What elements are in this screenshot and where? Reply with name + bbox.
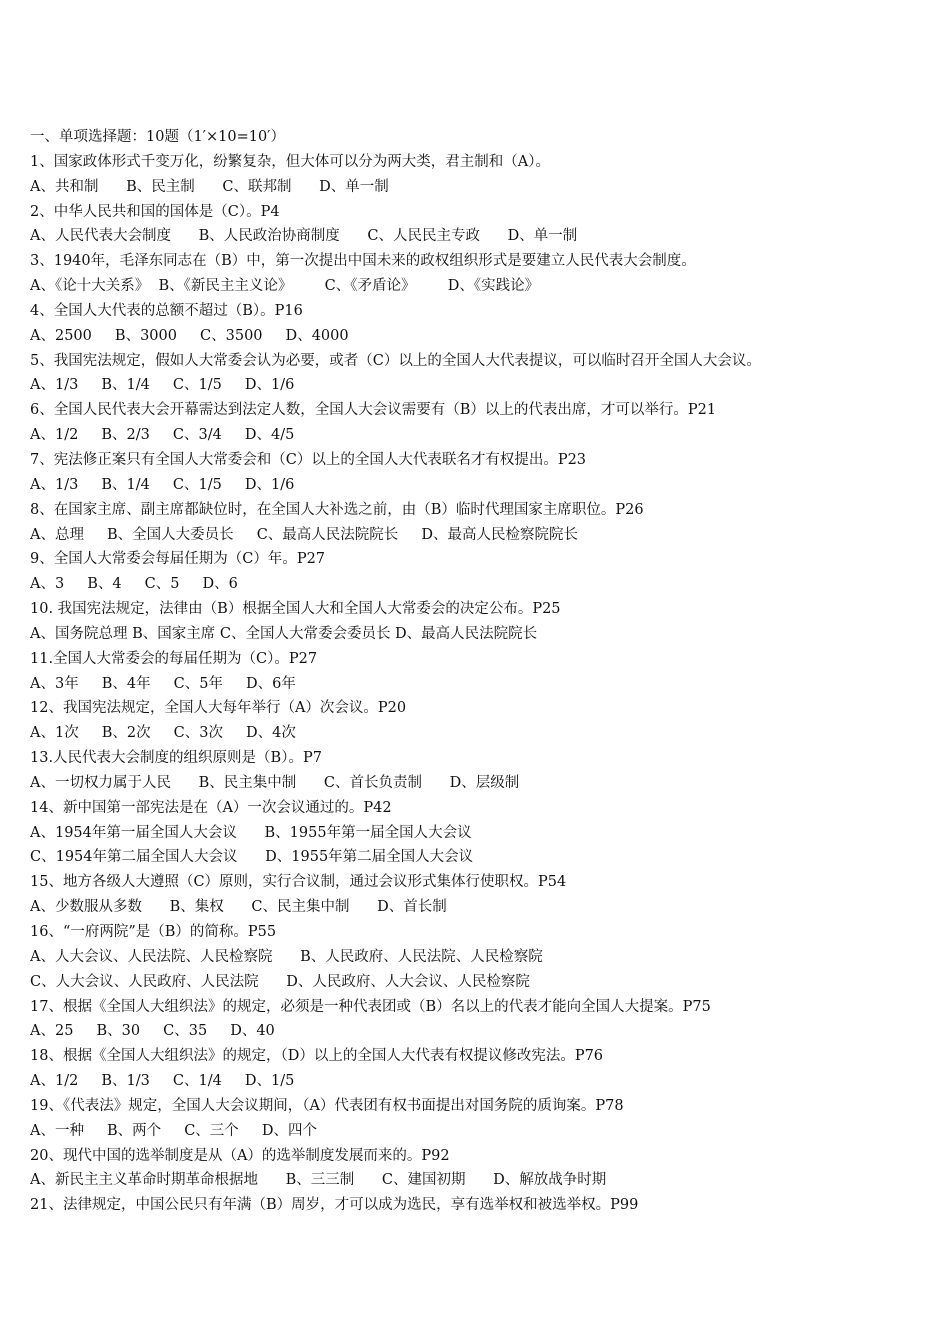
text-line: 13.人民代表大会制度的组织原则是（B）。P7: [30, 750, 322, 767]
text-line: A、一切权力属于人民 B、民主集中制 C、首长负责制 D、层级制: [30, 774, 520, 791]
text-line: 7、宪法修正案只有全国人大常委会和（C）以上的全国人大代表联名才有权提出。P23: [30, 451, 587, 468]
text-line: 20、现代中国的选举制度是从（A）的选举制度发展而来的。P92: [30, 1147, 450, 1164]
text-line: 3、1940年，毛泽东同志在（B）中，第一次提出中国未来的政权组织形式是要建立人民代表大会制度。: [30, 253, 696, 270]
text-line: A、1次 B、2次 C、3次 D、4次: [30, 725, 296, 742]
text-line: A、3年 B、4年 C、5年 D、6年: [30, 675, 296, 692]
text-line: C、人大会议、人民政府、人民法院 D、人民政府、人大会议、人民检察院: [30, 973, 530, 990]
text-line: 10. 我国宪法规定，法律由（B）根据全国人大和全国人大常委会的决定公布。P25: [30, 601, 561, 618]
text-line: A、《论十大关系》 B、《新民主主义论》 C、《矛盾论》 D、《实践论》: [30, 278, 540, 295]
text-line: 4、全国人大代表的总额不超过（B）。P16: [30, 302, 303, 319]
text-line: A、1/3 B、1/4 C、1/5 D、1/6: [30, 476, 295, 493]
text-line: 8、在国家主席、副主席都缺位时，在全国人大补选之前，由（B）临时代理国家主席职位。P26: [30, 501, 644, 518]
text-line: 19、《代表法》规定，全国人大会议期间，（A）代表团有权书面提出对国务院的质询案。P78: [30, 1097, 624, 1114]
text-line: A、少数服从多数 B、集权 C、民主集中制 D、首长制: [30, 899, 447, 916]
text-line: 6、全国人民代表大会开幕需达到法定人数，全国人大会议需要有（B）以上的代表出席，才可以举行。P21: [30, 402, 717, 419]
text-line: 2、中华人民共和国的国体是（C）。P4: [30, 203, 280, 220]
text-line: A、25 B、30 C、35 D、40: [30, 1023, 275, 1040]
text-line: 14、新中国第一部宪法是在（A）一次会议通过的。P42: [30, 799, 392, 816]
text-line: A、2500 B、3000 C、3500 D、4000: [30, 327, 349, 344]
text-line: A、1954年第一届全国人大会议 B、1955年第一届全国人大会议: [30, 824, 472, 841]
text-line: A、3 B、4 C、5 D、6: [30, 576, 238, 593]
text-line: A、一种 B、两个 C、三个 D、四个: [30, 1122, 317, 1139]
text-line: 5、我国宪法规定，假如人大常委会认为必要，或者（C）以上的全国人大代表提议，可以临时召开全国人大会议。: [30, 352, 761, 369]
text-line: 17、根据《全国人大组织法》的规定，必须是一种代表团或（B）名以上的代表才能向全国人大提案。P75: [30, 998, 711, 1015]
text-line: A、1/2 B、2/3 C、3/4 D、4/5: [30, 427, 295, 444]
text-line: A、1/2 B、1/3 C、1/4 D、1/5: [30, 1073, 295, 1090]
text-line: 一、单项选择题：10题（1′×10=10′）: [30, 129, 285, 145]
text-line: 15、地方各级人大遵照（C）原则，实行合议制，通过会议形式集体行使职权。P54: [30, 874, 567, 891]
text-line: 11.全国人大常委会的每届任期为（C）。P27: [30, 650, 318, 667]
text-line: 9、全国人大常委会每届任期为（C）年。P27: [30, 551, 326, 568]
text-line: A、共和制 B、民主制 C、联邦制 D、单一制: [30, 178, 389, 195]
text-line: 21、法律规定，中国公民只有年满（B）周岁，才可以成为选民，享有选举权和被选举权。P99: [30, 1197, 639, 1214]
text-line: A、总理 B、全国人大委员长 C、最高人民法院院长 D、最高人民检察院院长: [30, 526, 578, 543]
text-line: A、人大会议、人民法院、人民检察院 B、人民政府、人民法院、人民检察院: [30, 948, 543, 965]
text-line: A、人民代表大会制度 B、人民政治协商制度 C、人民民主专政 D、单一制: [30, 228, 578, 245]
text-line: 12、我国宪法规定，全国人大每年举行（A）次会议。P20: [30, 700, 407, 717]
text-line: 1、国家政体形式千变万化，纷繁复杂，但大体可以分为两大类，君主制和（A）。: [30, 153, 550, 170]
text-line: A、1/3 B、1/4 C、1/5 D、1/6: [30, 377, 295, 394]
text-line: C、1954年第二届全国人大会议 D、1955年第二届全国人大会议: [30, 849, 474, 866]
text-line: 18、根据《全国人大组织法》的规定，（D）以上的全国人大代表有权提议修改宪法。P76: [30, 1048, 604, 1065]
text-line: A、国务院总理 B、国家主席 C、全国人大常委会委员长 D、最高人民法院院长: [30, 625, 538, 642]
text-line: A、新民主主义革命时期革命根据地 B、三三制 C、建国初期 D、解放战争时期: [30, 1172, 607, 1189]
document-body: [30, 125, 930, 1218]
text-line: 16、“一府两院”是（B）的简称。P55: [30, 924, 277, 940]
